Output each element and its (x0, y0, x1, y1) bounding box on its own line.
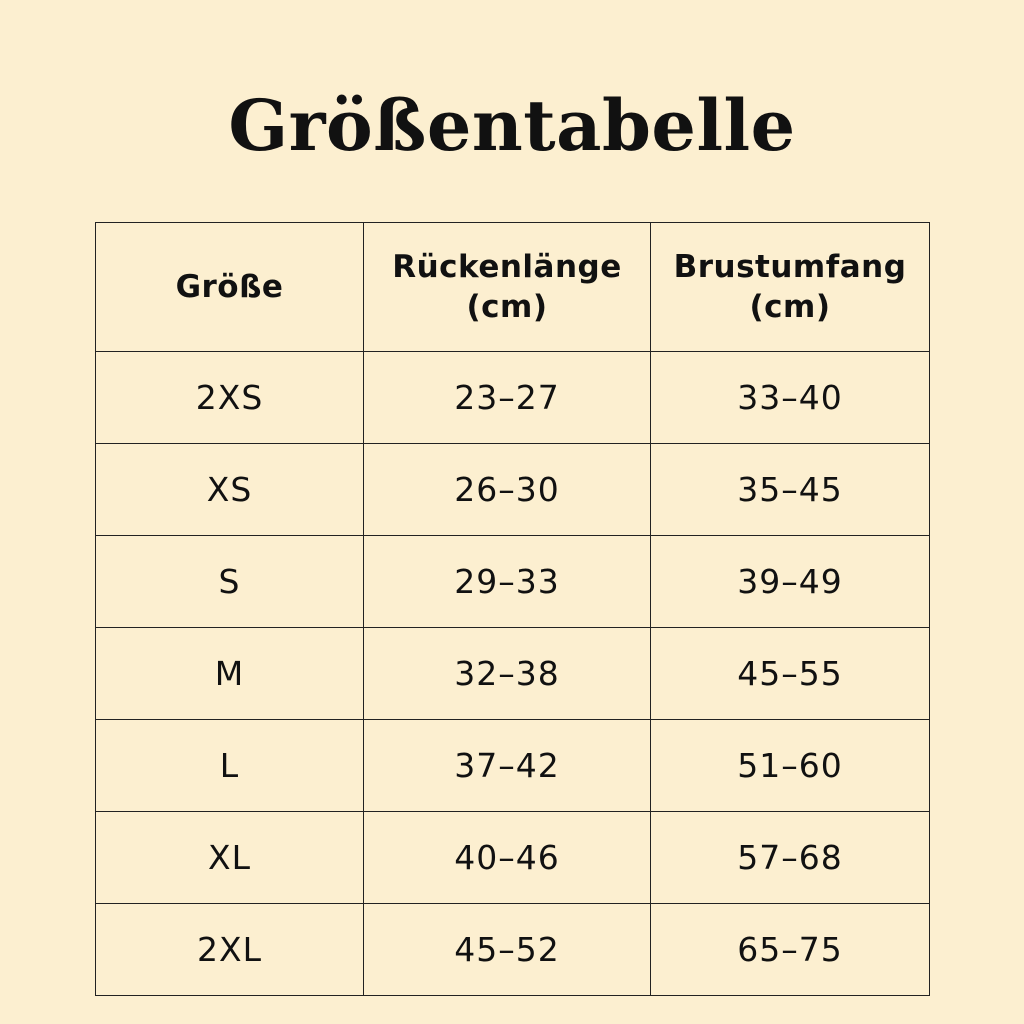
table-row (96, 444, 930, 536)
chest-cell: 51–60 (651, 720, 930, 812)
header-chest (651, 223, 930, 352)
header-chest-unit: (cm) (749, 289, 831, 325)
size-cell: M (96, 628, 364, 720)
size-cell: 2XS (96, 352, 364, 444)
table-row (96, 352, 930, 444)
size-chart-table (95, 222, 930, 996)
back-length-cell: 37–42 (364, 720, 651, 812)
back-length-cell: 26–30 (364, 444, 651, 536)
table-row (96, 720, 930, 812)
header-size-label: Größe (175, 269, 284, 305)
table-row (96, 904, 930, 996)
header-back-length (364, 223, 651, 352)
chest-cell: 39–49 (651, 536, 930, 628)
header-size (96, 223, 364, 352)
chest-cell: 33–40 (651, 352, 930, 444)
chest-cell: 45–55 (651, 628, 930, 720)
chest-cell: 65–75 (651, 904, 930, 996)
page-title: Größentabelle (228, 84, 796, 167)
table-header-row (96, 223, 930, 352)
size-cell: XS (96, 444, 364, 536)
header-chest-label: Brustumfang (673, 249, 907, 285)
size-cell: S (96, 536, 364, 628)
back-length-cell: 45–52 (364, 904, 651, 996)
back-length-cell: 23–27 (364, 352, 651, 444)
header-back-length-unit: (cm) (466, 289, 548, 325)
size-cell: XL (96, 812, 364, 904)
size-cell: 2XL (96, 904, 364, 996)
table-row (96, 628, 930, 720)
table-row (96, 536, 930, 628)
back-length-cell: 29–33 (364, 536, 651, 628)
back-length-cell: 40–46 (364, 812, 651, 904)
chest-cell: 57–68 (651, 812, 930, 904)
back-length-cell: 32–38 (364, 628, 651, 720)
chest-cell: 35–45 (651, 444, 930, 536)
size-cell: L (96, 720, 364, 812)
table-row (96, 812, 930, 904)
header-back-length-label: Rückenlänge (392, 249, 622, 285)
